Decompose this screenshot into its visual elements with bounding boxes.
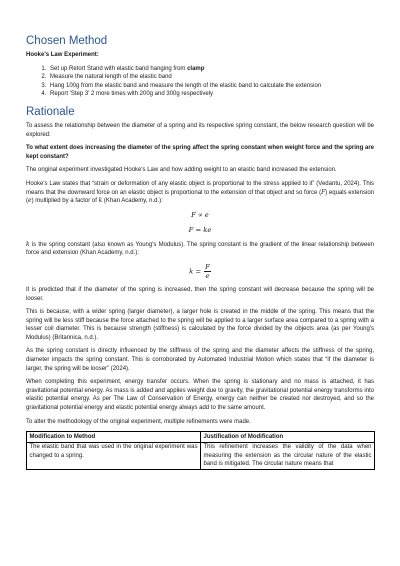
equation-hookes-law: F = ke — [188, 225, 212, 234]
method-heading: Chosen Method — [26, 35, 108, 47]
table-cell: The elastic band that was used in the original experiment was changed to a spring. — [27, 442, 201, 469]
experiment-label: Hooke's Law Experiment: — [26, 52, 99, 58]
method-step: 3. Hang 100g from the elastic band and measure the length of the elastic band to calculate the extension — [48, 82, 374, 91]
table-header-row — [27, 432, 375, 442]
table-cell: This refinement increases the validity of the data when measuring the extension as the circular nature of the elastic band is mitigated. The circular nature means that — [201, 442, 375, 469]
method-step: 2. Measure the natural length of the elastic band — [48, 73, 374, 82]
rationale-intro: To assess the relationship between the diameter of a spring and its respective spring constant, the below research question will be explored: — [26, 122, 374, 138]
table-header: Justification of Modification — [201, 432, 375, 442]
paragraph-refinements: To alter the methodology of the original experiment, multiple refinements were made. — [26, 418, 251, 425]
method-step: 4. Report 'Step 3' 2 more times with 200g and 300g respectively — [48, 90, 374, 99]
method-steps — [26, 65, 374, 99]
modifications-table — [26, 431, 375, 470]
paragraph-original-experiment: The original experiment investigated Hooke's Law and how adding weight to an elastic band increased the extension. — [26, 167, 337, 174]
rationale-heading: Rationale — [26, 105, 75, 118]
paragraph-energy: When completing this experiment, energy transfer occurs. When the spring is stationary and no mass is attached, it has gravitational potential energy. As mass is added and applies weight due to gravity, the gravitational potential energy transforms into elastic potential energy. As per The Law of Conservation of Energy, energy can neither be created nor destroyed, and so the gravitational potential energy and elastic potential energy always add to the same amount. — [26, 379, 374, 412]
paragraph-stiffness: As the spring constant is directly influenced by the stiffness of the spring and the diameter affects the stiffness of the spring, diameter impacts the spring constant. This is corroborated by Automated Industrial Motion which states that “if the diameter is larger, the spring will be looser” (2024). — [26, 348, 374, 372]
paragraph-spring-constant: k is the spring constant (also known as Young's Modulus). The spring constant is the gradient of the linear relationship between force and extension (Khan Academy, n.d.): — [26, 240, 374, 257]
table-row — [27, 442, 375, 469]
paragraph-explanation: This is because, with a wider spring (larger diameter), a larger hole is created in the middle of the spring. This means that the spring will be less stiff because the force attached to the spring will be applied to a larger surface area compared to a spring with a lesser coil diameter. This is because strength (stiffness) is calculated by the force divided by the objects area (as per Young's Modulus) (Britannica, n.d.). — [26, 309, 374, 341]
method-step: 1. Set up Retort Stand with elastic band hanging from clamp — [48, 65, 374, 74]
table-header: Modification to Method — [27, 432, 201, 442]
equation-proportional: F ∝ e — [191, 210, 209, 219]
equation-spring-constant: k = $\frac{F}{e}$ — [189, 262, 210, 280]
paragraph-hookes-law: Hooke's Law states that “strain or deformation of any elastic object is proportional to the stress applied to it” (Vedantu, 2024). This means that the downward force on an elastic object is proportional to the extension of that object and so force (F) equals extension (e) multiplied by a factor of k (Khan Academy, n.d.): — [26, 180, 374, 205]
paragraph-prediction: It is predicted that if the diameter of the spring is increased, then the spring constant will decrease because the spring will be looser. — [26, 286, 374, 302]
research-question: To what extent does increasing the diameter of the spring affect the spring constant when weight force and the spring are kept constant? — [26, 145, 374, 160]
